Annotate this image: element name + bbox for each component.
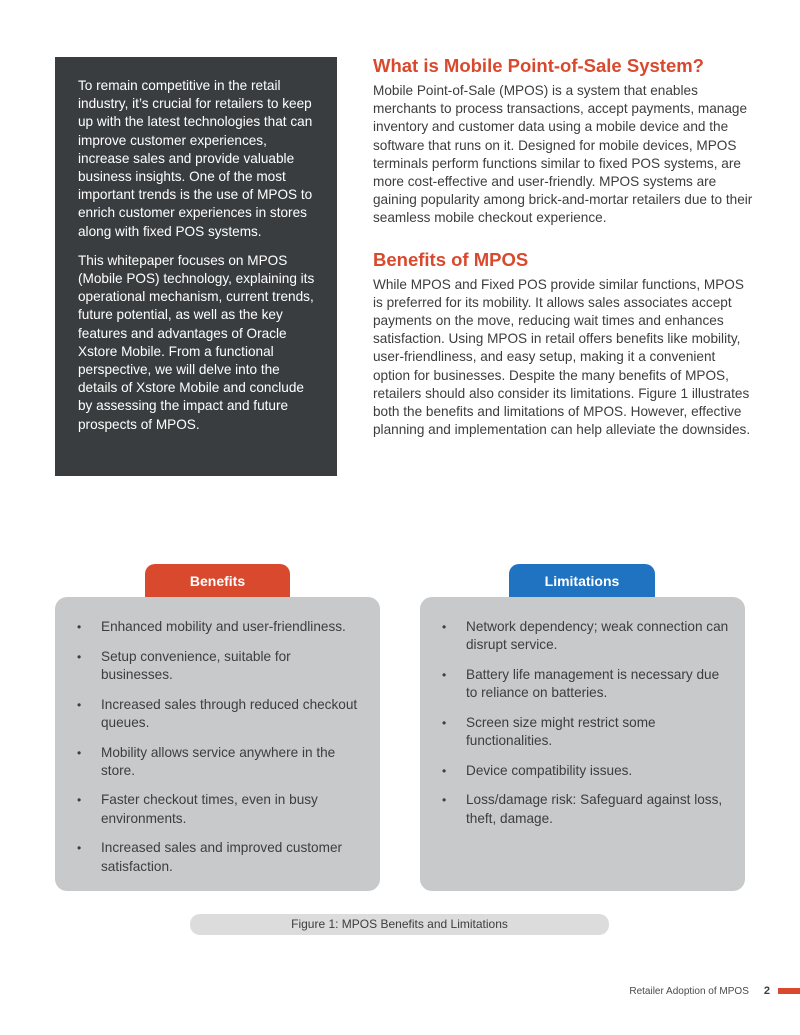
- list-item: • Battery life management is necessary due to reliance on batteries.: [442, 666, 720, 701]
- intro-paragraph-2: This whitepaper focuses on MPOS (Mobile POS) technology, explaining its operational mechanism, current trends, future potential, as well as the key features and advantages of Oracle Xstore Mobile. From a functional perspective, we will delve into the details of Xstore Mobile and conclude by assessing the impact and future prospects of MPOS.: [78, 252, 315, 432]
- bullet-icon: •: [442, 667, 447, 682]
- list-item: • Setup convenience, suitable for businesses.: [77, 648, 291, 682]
- page-number: 2: [763, 985, 770, 997]
- bullet-icon: •: [77, 620, 82, 634]
- list-item: • Faster checkout times, even in busy environments.: [77, 792, 318, 826]
- intro-box: [55, 57, 337, 476]
- figure-caption: Figure 1: MPOS Benefits and Limitations: [190, 914, 609, 935]
- section-heading-benefits: Benefits of MPOS: [373, 248, 529, 270]
- benefits-panel: [55, 597, 380, 891]
- section-body-what-is-mpos: Mobile Point-of-Sale (MPOS) is a system that enables merchants to process transactions, accept payments, manage inventory and customer data using a mobile device and the software that runs on it. Designed for mobile devices, MPOS terminals perform functions similar to fixed POS systems, are more cost-effective and user-friendly. MPOS systems are gaining popularity among brick-and-mortar retailers due to their seamless mobile checkout experience.: [373, 83, 753, 226]
- bullet-icon: •: [77, 745, 82, 760]
- list-item: • Loss/damage risk: Safeguard against loss, theft, damage.: [442, 792, 723, 826]
- list-item: • Network dependency; weak connection can disrupt service.: [442, 619, 729, 653]
- main-column: [373, 54, 753, 439]
- benefits-list: [77, 618, 364, 876]
- limitations-list: [442, 618, 729, 828]
- intro-paragraph-1: To remain competitive in the retail industry, it’s crucial for retailers to keep up with the latest technologies that can improve customer experiences, increase sales and provide valuable business insights. One of the most important trends is the use of MPOS to enrich customer experiences in stores along with fixed POS systems.: [78, 78, 313, 239]
- limitations-tab: Limitations: [509, 564, 655, 600]
- footer-title: Retailer Adoption of MPOS: [629, 985, 749, 997]
- bullet-icon: •: [77, 793, 82, 808]
- list-item: • Enhanced mobility and user-friendliness.: [77, 618, 364, 636]
- bullet-icon: •: [442, 715, 447, 730]
- bullet-icon: •: [442, 793, 447, 808]
- page-footer: [629, 984, 800, 998]
- list-item: • Increased sales and improved customer satisfaction.: [77, 840, 343, 874]
- section-heading-what-is-mpos: What is Mobile Point-of-Sale System?: [373, 55, 704, 76]
- bullet-icon: •: [77, 649, 82, 664]
- bullet-icon: •: [77, 697, 82, 712]
- limitations-panel: [420, 597, 745, 891]
- list-item: • Increased sales through reduced checkout queues.: [77, 696, 358, 730]
- list-item: • Device compatibility issues.: [442, 762, 729, 780]
- footer-accent-bar: [778, 988, 800, 994]
- list-item: • Mobility allows service anywhere in the store.: [77, 744, 336, 778]
- bullet-icon: •: [442, 763, 447, 778]
- bullet-icon: •: [77, 841, 82, 856]
- benefits-tab: Benefits: [145, 564, 290, 600]
- bullet-icon: •: [442, 620, 447, 634]
- section-body-benefits: While MPOS and Fixed POS provide similar functions, MPOS is preferred for its mobility. It allows sales associates accept payments on the move, reducing wait times and enhances satisfaction. Using MPOS in retail offers benefits like mobility, user-friendliness, and easy setup, making it a convenient option for businesses. Despite the many benefits of MPOS, retailers should also consider its limitations. Figure 1 illustrates both the benefits and limitations of MPOS. However, effective planning and implementation can help alleviate the downsides.: [373, 276, 751, 438]
- list-item: • Screen size might restrict some functionalities.: [442, 714, 656, 749]
